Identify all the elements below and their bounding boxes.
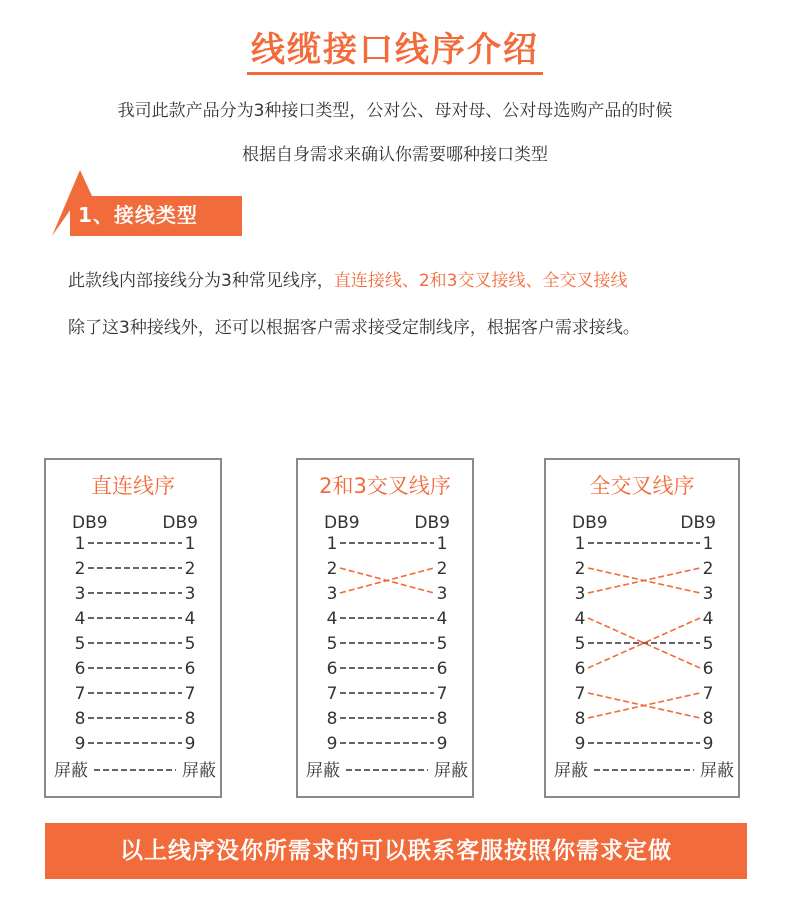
right-pin: 1 — [702, 534, 714, 554]
right-pin: 8 — [436, 709, 448, 729]
wiring-diagram-svg — [46, 460, 224, 800]
right-pin: 6 — [436, 659, 448, 679]
wiring-diagram-svg — [298, 460, 476, 800]
right-pin: 4 — [436, 609, 448, 629]
right-pin: 6 — [702, 659, 714, 679]
right-pin: 8 — [184, 709, 196, 729]
right-pin: 8 — [702, 709, 714, 729]
left-pin: 4 — [574, 609, 586, 629]
right-pin: 2 — [436, 559, 448, 579]
left-pin: 7 — [574, 684, 586, 704]
left-pin: 2 — [574, 559, 586, 579]
left-pin: 4 — [326, 609, 338, 629]
left-pin: 4 — [74, 609, 86, 629]
left-pin: 1 — [74, 534, 86, 554]
right-pin: 9 — [436, 734, 448, 754]
diagram-title: 2和3交叉线序 — [319, 474, 451, 498]
right-shield: 屏蔽 — [700, 761, 734, 781]
left-pin: 3 — [574, 584, 586, 604]
right-pin: 1 — [184, 534, 196, 554]
cross-wire — [588, 568, 700, 593]
right-pin: 5 — [184, 634, 196, 654]
right-header: DB9 — [162, 513, 198, 533]
left-pin: 1 — [574, 534, 586, 554]
left-pin: 3 — [74, 584, 86, 604]
left-pin: 6 — [574, 659, 586, 679]
diagram-full-cross — [544, 458, 740, 798]
left-shield: 屏蔽 — [54, 761, 88, 781]
left-header: DB9 — [324, 513, 360, 533]
intro-line-1: 我司此款产品分为3种接口类型，公对公、母对母、公对母选购产品的时候 — [117, 101, 673, 121]
section-text-line-2: 除了这3种接线外，还可以根据客户需求接受定制线序，根据客户需求接线。 — [68, 318, 640, 338]
left-pin: 2 — [326, 559, 338, 579]
left-pin: 7 — [326, 684, 338, 704]
right-pin: 5 — [436, 634, 448, 654]
right-pin: 5 — [702, 634, 714, 654]
right-pin: 9 — [702, 734, 714, 754]
right-pin: 3 — [436, 584, 448, 604]
right-pin: 4 — [702, 609, 714, 629]
left-pin: 5 — [326, 634, 338, 654]
right-shield: 屏蔽 — [182, 761, 216, 781]
diagram-title: 直连线序 — [91, 474, 175, 498]
right-header: DB9 — [680, 513, 716, 533]
diagram-cross-2-3 — [296, 458, 474, 798]
left-pin: 7 — [74, 684, 86, 704]
left-pin: 2 — [74, 559, 86, 579]
left-pin: 8 — [326, 709, 338, 729]
right-pin: 2 — [184, 559, 196, 579]
right-pin: 6 — [184, 659, 196, 679]
left-pin: 9 — [74, 734, 86, 754]
intro-line-2: 根据自身需求来确认你需要哪种接口类型 — [242, 145, 548, 165]
left-pin: 8 — [74, 709, 86, 729]
left-pin: 6 — [326, 659, 338, 679]
left-pin: 9 — [326, 734, 338, 754]
right-pin: 1 — [436, 534, 448, 554]
right-header: DB9 — [414, 513, 450, 533]
right-pin: 3 — [184, 584, 196, 604]
cross-wire — [588, 693, 700, 718]
left-header: DB9 — [72, 513, 108, 533]
left-pin: 8 — [574, 709, 586, 729]
right-pin: 3 — [702, 584, 714, 604]
section-text-line-1: 此款线内部接线分为3种常见线序，直连接线、2和3交叉接线、全交叉接线 — [68, 271, 628, 291]
right-pin: 7 — [184, 684, 196, 704]
right-pin: 9 — [184, 734, 196, 754]
wiring-diagram-svg — [546, 460, 742, 800]
right-pin: 7 — [436, 684, 448, 704]
diagram-title: 全交叉线序 — [589, 474, 695, 498]
left-pin: 5 — [574, 634, 586, 654]
right-pin: 7 — [702, 684, 714, 704]
section-label: 1、接线类型 — [78, 203, 198, 227]
diagram-straight — [44, 458, 222, 798]
footer-banner: 以上线序没你所需求的可以联系客服按照你需求定做 — [45, 823, 747, 879]
left-pin: 3 — [326, 584, 338, 604]
right-shield: 屏蔽 — [434, 761, 468, 781]
page-title: 线缆接口线序介绍 — [0, 22, 790, 71]
left-pin: 9 — [574, 734, 586, 754]
left-pin: 1 — [326, 534, 338, 554]
wiring-types-highlight: 直连接线、2和3交叉接线、全交叉接线 — [333, 271, 628, 291]
right-pin: 2 — [702, 559, 714, 579]
left-shield: 屏蔽 — [306, 761, 340, 781]
left-pin: 6 — [74, 659, 86, 679]
left-shield: 屏蔽 — [554, 761, 588, 781]
right-pin: 4 — [184, 609, 196, 629]
left-pin: 5 — [74, 634, 86, 654]
left-header: DB9 — [572, 513, 608, 533]
